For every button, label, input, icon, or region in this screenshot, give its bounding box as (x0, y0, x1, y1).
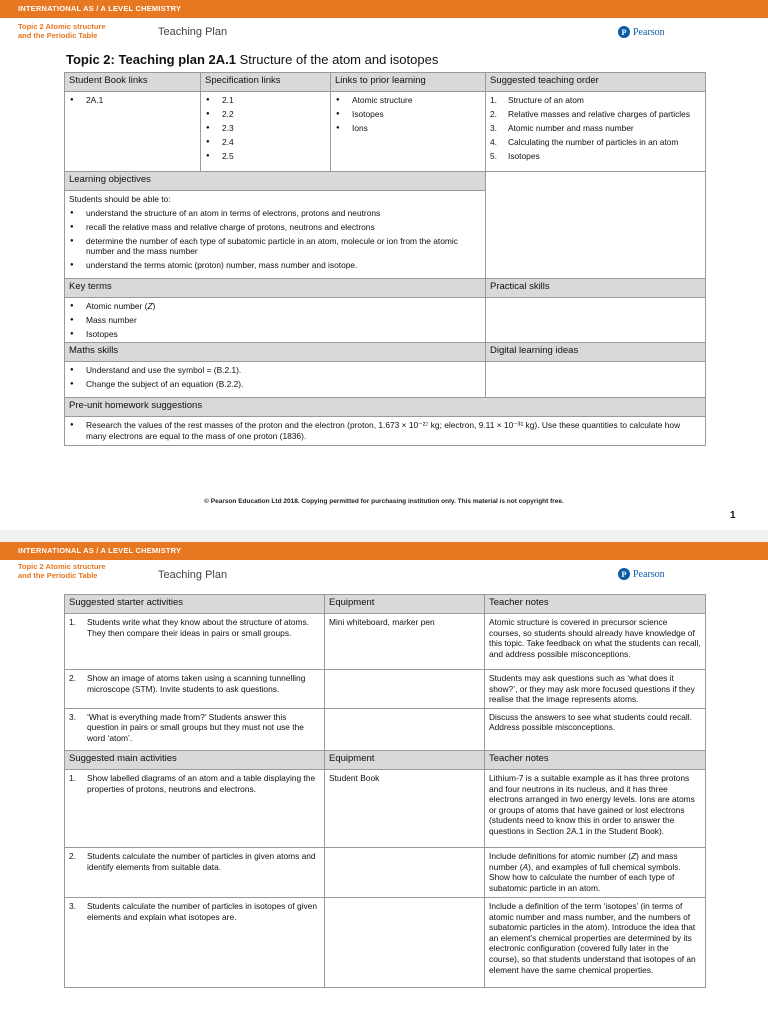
starter-notes: Atomic structure is covered in precursor science courses, so students should already have knowledge of this topic. Take feedback on what the students can recall, and address possible misconceptions. (485, 614, 706, 670)
activity-item (69, 673, 320, 694)
starter-equipment (325, 670, 485, 709)
topic-line-1: Topic 2 Atomic structure (18, 562, 106, 571)
maths-skill: ● Understand and use the symbol = (B.2.1). (69, 365, 481, 376)
prior-link: ● Ions (335, 123, 481, 134)
spec-link: ● 2.1 (205, 95, 326, 106)
pearson-logo (618, 26, 665, 38)
order-num: 3. (490, 123, 497, 134)
header-prior-links: Links to prior learning (331, 73, 486, 92)
key-term: ● Mass number (69, 315, 481, 326)
starter-notes: Discuss the answers to see what students could recall. Address possible misconceptions. (485, 708, 706, 750)
pearson-logo-name: Pearson (633, 568, 665, 580)
practical-skills-cell (486, 297, 706, 343)
prior-link: ● Isotopes (335, 109, 481, 120)
main-activity (65, 770, 325, 848)
activity-text: Show an image of atoms taken using a scanning tunnelling microscope (STM). Invite students to ask questions. (87, 673, 306, 694)
activity-item (69, 851, 320, 872)
starter-activity (65, 708, 325, 750)
page-2 (0, 542, 768, 1024)
page-title (66, 52, 438, 67)
topic-line-2: and the Periodic Table (18, 31, 98, 40)
order-item (490, 95, 701, 106)
starter-equipment (325, 708, 485, 750)
order-num: 1. (490, 95, 497, 105)
activity-num: 2. (69, 673, 76, 683)
maths-skill: ● Change the subject of an equation (B.2.2). (69, 379, 481, 390)
starter-heading: Suggested starter activities (65, 595, 325, 614)
activity-item (69, 773, 320, 794)
topic-label (18, 562, 106, 580)
spec-link: ● 2.3 (205, 123, 326, 134)
key-terms-heading: Key terms (65, 278, 486, 297)
book-link: ● 2A.1 (69, 95, 196, 106)
starter-notes: Students may ask questions such as ‘what does it show?’, or they may ask more focused questions if they realise that the image represents atoms. (485, 670, 706, 709)
activity-item (69, 901, 320, 922)
objective: ● recall the relative mass and relative charge of protons, neutrons and electrons (69, 222, 481, 233)
equipment-heading: Equipment (325, 595, 485, 614)
header-bar (0, 542, 768, 560)
order-num: 2. (490, 109, 497, 120)
order-text: Structure of an atom (508, 95, 584, 105)
activity-text: Students calculate the number of particles in given atoms and identify elements from suitable data. (87, 851, 316, 872)
main-equipment (325, 898, 485, 988)
order-num: 4. (490, 137, 497, 148)
title-rest: Structure of the atom and isotopes (236, 52, 439, 67)
key-term: ● Atomic number (Z) (69, 301, 481, 312)
key-term-symbol: Z (147, 300, 153, 311)
order-item (490, 123, 701, 134)
activity-num: 1. (69, 773, 76, 784)
main-notes (485, 848, 706, 898)
practical-skills-heading: Practical skills (486, 278, 706, 297)
teaching-plan-table (64, 72, 706, 446)
main-equipment (325, 848, 485, 898)
homework-cell (65, 417, 706, 445)
activity-text: Students write what they know about the structure of atoms. They then compare their ideas in pairs or small groups. (87, 617, 310, 638)
notes-symbol-z: Z (630, 851, 637, 862)
doc-type: Teaching Plan (158, 569, 228, 581)
title-bold: Topic 2: Teaching plan 2A.1 (66, 52, 236, 67)
main-notes: Lithium-7 is a suitable example as it has three protons and four neutrons in its nucleus, and it has three electrons arranged in two energy levels. Ions are atoms or groups of atoms that have gained or lost electrons (students need to know this in order to answer the questions in Section 2A.1 in the Student Book). (485, 770, 706, 848)
objectives-side-cell (486, 172, 706, 279)
order-text: Atomic number and mass number (508, 123, 634, 134)
activities-table (64, 594, 706, 988)
header-spec-links: Specification links (201, 73, 331, 92)
order-item (490, 109, 701, 120)
notes-symbol-a: A (522, 861, 529, 872)
starter-activity (65, 670, 325, 709)
main-notes: Include a definition of the term ‘isotopes’ (in terms of atomic number and mass number, and the numbers of subatomic particles in the atom). Introduce the idea that an element’s chemical properties are determined by its electronic configuration (covered fully later in the course), so that students understand that isotopes of an element have the same chemical properties. (485, 898, 706, 988)
notes-part: ), and examples of full chemical symbols. Show how to calculate the number of each type of subatomic particle in an atom. (489, 861, 681, 893)
equipment-heading: Equipment (325, 751, 485, 770)
page-number: 1 (730, 510, 736, 521)
activity-num: 1. (69, 617, 76, 627)
copyright-footer: © Pearson Education Ltd 2018. Copying permitted for purchasing institution only. This material is not copyright free. (204, 498, 564, 505)
pearson-logo (618, 568, 665, 580)
header-bar (0, 0, 768, 18)
homework-item: ● Research the values of the rest masses of the proton and the electron (proton, 1.673 × 10⁻²⁷ kg; electron, 9.11 × 10⁻³¹ kg). Use these quantities to calculate how many electrons are equal to the mass of one proton (1836). (69, 420, 701, 441)
notes-part: ) and mass number ( (489, 851, 678, 872)
topic-line-2: and the Periodic Table (18, 571, 98, 580)
objective: ● understand the structure of an atom in terms of electrons, protons and neutrons (69, 208, 481, 219)
activity-num: 3. (69, 901, 76, 912)
activity-item (69, 617, 320, 638)
pearson-logo-name: Pearson (633, 26, 665, 38)
activity-text: Show labelled diagrams of an atom and a table displaying the properties of protons, neutrons and electrons. (87, 773, 316, 794)
main-heading: Suggested main activities (65, 751, 325, 770)
header-bar-text: INTERNATIONAL AS / A LEVEL CHEMISTRY (18, 546, 182, 555)
book-links-cell (65, 92, 201, 172)
order-text: Calculating the number of particles in an atom (508, 137, 679, 148)
main-activity (65, 848, 325, 898)
order-item (490, 137, 701, 148)
spec-link: ● 2.4 (205, 137, 326, 148)
starter-equipment: Mini whiteboard, marker pen (325, 614, 485, 670)
objective: ● determine the number of each type of subatomic particle in an atom, molecule or ion from the atomic number and the mass number (69, 236, 481, 257)
starter-activity (65, 614, 325, 670)
doc-type: Teaching Plan (158, 26, 228, 38)
topic-label (18, 22, 106, 40)
spec-link: ● 2.5 (205, 151, 326, 162)
topic-line-1: Topic 2 Atomic structure (18, 22, 106, 31)
prior-links-cell (331, 92, 486, 172)
teaching-order-cell (486, 92, 706, 172)
pearson-logo-icon: P (618, 568, 630, 580)
activity-num: 3. (69, 711, 76, 722)
notes-heading: Teacher notes (485, 595, 706, 614)
key-term: ● Isotopes (69, 329, 481, 340)
objectives-heading: Learning objectives (65, 172, 486, 191)
order-text: Isotopes (508, 151, 540, 162)
homework-heading: Pre-unit homework suggestions (65, 398, 706, 417)
spec-links-cell (201, 92, 331, 172)
page-gap (0, 530, 768, 542)
objectives-cell (65, 191, 486, 279)
notes-heading: Teacher notes (485, 751, 706, 770)
key-terms-cell (65, 297, 486, 343)
header-teaching-order: Suggested teaching order (486, 73, 706, 92)
spec-link: ● 2.2 (205, 109, 326, 120)
objectives-intro: Students should be able to: (69, 194, 171, 204)
digital-ideas-heading: Digital learning ideas (486, 343, 706, 362)
prior-link: ● Atomic structure (335, 95, 481, 106)
activity-text: Students calculate the number of particles in isotopes of given elements and explain what isotopes are. (87, 901, 317, 922)
main-activity (65, 898, 325, 988)
order-item (490, 151, 701, 162)
activity-item (69, 712, 320, 744)
header-book-links: Student Book links (65, 73, 201, 92)
order-num: 5. (490, 151, 497, 162)
activity-num: 2. (69, 851, 76, 862)
order-text: Relative masses and relative charges of particles (508, 109, 691, 120)
notes-part: Include definitions for atomic number ( (489, 851, 631, 862)
activity-text: ‘What is everything made from?’ Students answer this question in pairs or small groups but they must not use the word ‘atom’. (87, 711, 304, 743)
pearson-logo-icon: P (618, 26, 630, 38)
digital-ideas-cell (486, 362, 706, 398)
header-bar-text: INTERNATIONAL AS / A LEVEL CHEMISTRY (18, 4, 182, 13)
objective: ● understand the terms atomic (proton) number, mass number and isotope. (69, 260, 481, 271)
main-equipment: Student Book (325, 770, 485, 848)
key-term-text: Atomic number ( (86, 300, 148, 311)
maths-skills-heading: Maths skills (65, 343, 486, 362)
maths-skills-cell (65, 362, 486, 398)
